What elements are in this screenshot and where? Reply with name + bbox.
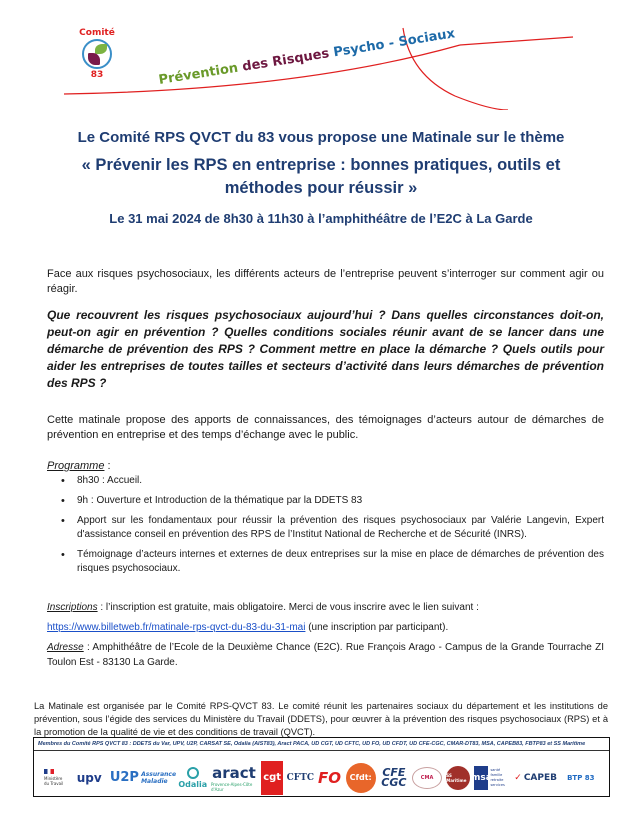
cgt-logo: cgt [261, 761, 283, 795]
comite-leaf-logo-icon [82, 39, 112, 69]
assurance-maladie-logo: Assurance Maladie [141, 770, 177, 785]
msa-logo: msa santé famille retraite services [474, 766, 510, 790]
partner-logos [34, 751, 609, 801]
logo-bottom-text: 83 [90, 70, 104, 80]
programme-list [47, 474, 604, 582]
u2p-logo: U2P [109, 770, 139, 785]
registration-link-line: https://www.billetweb.fr/matinale-rps-qvct-du-83-du-31-mai (une inscription par participant). [47, 622, 449, 633]
inscriptions-label: Inscriptions [47, 602, 98, 613]
theme-title-line1: « Prévenir les RPS en entreprise : bonnes pratiques, outils et [81, 156, 561, 174]
logo-top-text: Comité [79, 28, 115, 38]
organizer-paragraph: La Matinale est organisée par le Comité RPS-QVCT 83. Le comité réunit les partenaires sociaux du département et les institutions de prévention, sous l’égide des services du Ministère du Travail (DDETS), pour œuvrer à la prévention des risques psychosociaux (RPS) et à la promotion de la qualité de vie et des conditions de travail (QVCT). [34, 701, 608, 737]
odalia-logo: Odalia [179, 767, 207, 789]
ss-maritime-logo: SS Maritime [446, 766, 470, 790]
questions-paragraph: Que recouvrent les risques psychosociaux aujourd’hui ? Dans quelles circonstances doit-on, peut-on agir en prévention ? Quelles conditions sociales réunir avant de se lancer dans une démarche de prévention des RPS ? Comment mettre en place la démarche ? Quels outils pour aider les entreprises de toutes tailles et secteurs d’activité dans leurs démarches de prévention des RPS ? [47, 308, 604, 390]
intro-title: Le Comité RPS QVCT du 83 vous propose une Matinale sur le thème [77, 129, 565, 146]
event-titles [0, 128, 642, 228]
cma-logo: CMA [412, 767, 442, 789]
comite-logo [77, 28, 117, 80]
aract-logo: aract Provence-Alpes-Côte d'Azur [210, 763, 256, 792]
date-place: Le 31 mai 2024 de 8h30 à 11h30 à l’amphithéâtre de l’E2C à La Garde [109, 211, 533, 226]
members-line: Membres du Comité RPS QVCT 83 : DDETS du Var, UPV, U2P, CARSAT SE, Odalia (AIST83), Aract PACA, UD CGT, UD CFTC, UD FO, UD CFDT, UD CFE-CGC, CMAR-DT83, MSA, CAPEB83, FBTP83 et SS Maritime [34, 738, 609, 751]
cfe-cgc-logo: CFE CGC [381, 765, 407, 789]
members-box [33, 737, 610, 797]
cfdt-logo: Cfdt: [346, 763, 376, 793]
programme-item: • 8h30 : Accueil. [47, 474, 604, 488]
btp83-logo: BTP 83 [567, 773, 595, 782]
banner-word-risques: des Risques [241, 46, 331, 75]
programme-heading: Programme : [47, 460, 111, 472]
address-paragraph: Adresse : Amphithéâtre de l’Ecole de la Deuxième Chance (E2C). Rue François Arago - Campus de la Grande Tourrache ZI Toulon Est - 83130 La Garde. [47, 642, 604, 668]
inscriptions-paragraph: Inscriptions : l’inscription est gratuite, mais obligatoire. Merci de vous inscrire avec le lien suivant : [47, 602, 479, 613]
programme-item: • Apport sur les fondamentaux pour réussir la prévention des risques psychosociaux par Valérie Langevin, Expert d'assistance conseil en prévention des RPS de l’Institut National de Recherche et de Sécurité (INRS). [47, 514, 604, 542]
programme-label: Programme [47, 460, 105, 472]
upv-logo: upv [76, 770, 102, 785]
matinale-paragraph: Cette matinale propose des apports de connaissances, des témoignages d’acteurs autour de démarches de prévention en entreprise et des temps d’échange avec le public. [47, 414, 604, 441]
header-banner [0, 0, 642, 110]
capeb-logo: ✓ CAPEB [514, 772, 557, 783]
ministere-travail-logo: Ministère du Travail [44, 761, 68, 795]
fo-logo: FO [318, 768, 341, 787]
banner-word-psychosociaux: Psycho - Sociaux [332, 26, 456, 61]
banner-word-prevention: Prévention [157, 60, 240, 88]
theme-title-line2: méthodes pour réussir » [224, 179, 418, 197]
programme-item: • Témoignage d’acteurs internes et externes de deux entreprises sur la mise en place de démarches de prévention des risques psychosociaux. [47, 548, 604, 576]
address-label: Adresse [47, 642, 84, 653]
intro-paragraph: Face aux risques psychosociaux, les différents acteurs de l’entreprise peuvent s’interroger sur comment agir ou réagir. [47, 268, 604, 295]
programme-item: • 9h : Ouverture et Introduction de la thématique par la DDETS 83 [47, 494, 604, 508]
registration-link[interactable]: https://www.billetweb.fr/matinale-rps-qvct-du-83-du-31-mai [47, 622, 306, 633]
cftc-logo: CFTC [286, 772, 315, 783]
